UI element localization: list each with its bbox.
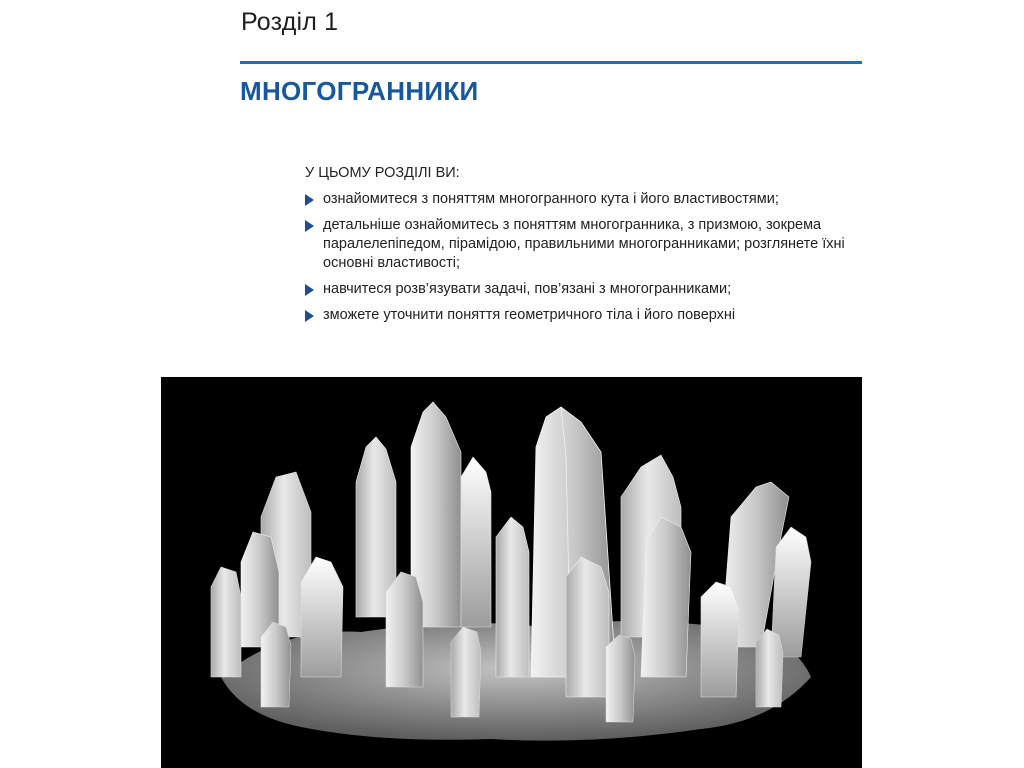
- triangle-bullet-icon: [305, 220, 314, 232]
- goal-item: [305, 216, 845, 273]
- triangle-bullet-icon: [305, 194, 314, 206]
- goal-text: навчитеся розв’язувати задачі, пов’язані з многогранниками;: [323, 281, 732, 297]
- quartz-crystals-illustration: [161, 377, 862, 768]
- goal-list: [305, 190, 845, 325]
- goal-text: детальніше ознайомитесь з поняттям многогранника, з призмою, зокрема паралелепіпедом, пірамідою, правильними многогранниками; розглянете їхні основні властивості;: [323, 217, 845, 271]
- intro-heading: У ЦЬОМУ РОЗДІЛІ ВИ:: [305, 165, 460, 181]
- header-rule: [240, 61, 862, 64]
- goal-item: [305, 190, 845, 209]
- goal-text: зможете уточнити поняття геометричного тіла і його поверхні: [323, 307, 736, 323]
- chapter-title: МНОГОГРАННИКИ: [240, 76, 479, 106]
- triangle-bullet-icon: [305, 310, 314, 322]
- goal-item: [305, 280, 845, 299]
- goal-item: [305, 306, 845, 325]
- goal-text: ознайомитеся з поняттям многогранного кута і його властивостями;: [323, 191, 779, 207]
- chapter-label: Розділ 1: [241, 8, 339, 36]
- triangle-bullet-icon: [305, 284, 314, 296]
- chapter-intro: [305, 164, 845, 332]
- crystal-cluster-photo: [161, 377, 862, 768]
